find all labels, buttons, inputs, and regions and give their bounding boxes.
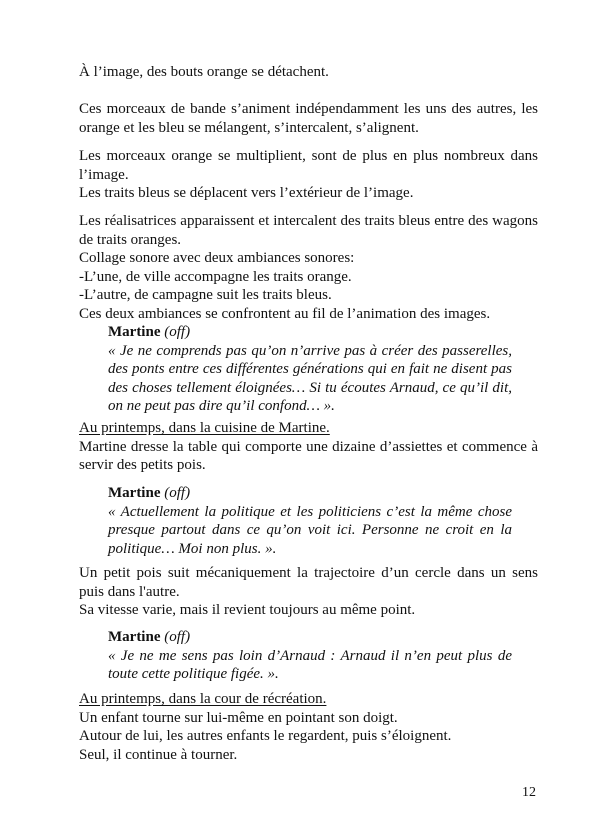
speaker-note: (off) bbox=[164, 485, 191, 501]
dialogue-block-1 bbox=[108, 323, 512, 416]
scene-text: Autour de lui, les autres enfants le regardent, puis s’éloignent. bbox=[79, 728, 452, 744]
scene-playground bbox=[79, 690, 538, 764]
paragraph-text: Les réalisatrices apparaissent et intercalent des traits bleus entre des wagons de traits oranges. bbox=[79, 213, 538, 248]
speaker-note: (off) bbox=[164, 324, 191, 340]
scene-text: Seul, il continue à tourner. bbox=[79, 746, 238, 763]
paragraph-text: Ces deux ambiances se confrontent au fil de l’animation des images. bbox=[79, 305, 491, 322]
paragraph-directors bbox=[79, 212, 538, 323]
paragraph-pea bbox=[79, 564, 538, 620]
paragraph-orange-blue bbox=[79, 147, 538, 203]
dialogue-quote: « Actuellement la politique et les politiciens c’est la même chose presque partout dans ce qu’on voit ici. Personne ne croit en la politique… Moi non plus. ». bbox=[108, 503, 512, 557]
paragraph-text: -L’autre, de campagne suit les traits bleus. bbox=[79, 287, 332, 303]
paragraph-text: Les traits bleus se déplacent vers l’extérieur de l’image. bbox=[79, 185, 414, 201]
paragraph-text: Les morceaux orange se multiplient, sont de plus en plus nombreux dans l’image. bbox=[79, 148, 538, 183]
paragraph-text: Sa vitesse varie, mais il revient toujours au même point. bbox=[79, 602, 416, 618]
scene-text: Un enfant tourne sur lui-même en pointant son doigt. bbox=[79, 709, 398, 726]
speaker-line bbox=[108, 484, 512, 503]
speaker-name: Martine bbox=[108, 324, 161, 340]
dialogue-block-2 bbox=[108, 484, 512, 558]
dialogue-quote: « Je ne comprends pas qu’on n’arrive pas à créer des passerelles, des ponts entre ces différentes générations qui en fait ne disent pas des choses tellement éloignées… Si tu écoutes Arnaud, ce qu’il dit, on ne peut pas dire qu’il confond… ». bbox=[108, 342, 512, 414]
scene-heading: Au printemps, dans la cuisine de Martine. bbox=[79, 420, 330, 436]
speaker-name: Martine bbox=[108, 629, 161, 645]
scene-heading: Au printemps, dans la cour de récréation. bbox=[79, 691, 327, 707]
paragraph-text: Ces morceaux de bande s’animent indépendamment les uns des autres, les orange et les bleu se mélangent, s’intercalent, s’alignent. bbox=[79, 101, 538, 136]
paragraph-text: À l’image, des bouts orange se détachent. bbox=[79, 64, 329, 80]
scene-text: Martine dresse la table qui comporte une dizaine d’assiettes et commence à servir des petits pois. bbox=[79, 438, 538, 473]
dialogue-block-3 bbox=[108, 628, 512, 684]
speaker-note: (off) bbox=[164, 629, 191, 645]
paragraph-text: Collage sonore avec deux ambiances sonores: bbox=[79, 250, 355, 266]
paragraph-text: -L’une, de ville accompagne les traits orange. bbox=[79, 268, 352, 285]
speaker-line bbox=[108, 628, 512, 647]
dialogue-quote: « Je ne me sens pas loin d’Arnaud : Arnaud il n’en peut plus de toute cette politique figée. ». bbox=[108, 647, 512, 682]
speaker-name: Martine bbox=[108, 485, 161, 501]
page-number: 12 bbox=[522, 785, 536, 800]
paragraph-animation bbox=[79, 100, 538, 137]
scene-kitchen bbox=[79, 419, 538, 475]
paragraph-intro bbox=[79, 63, 538, 82]
speaker-line bbox=[108, 323, 512, 342]
paragraph-text: Un petit pois suit mécaniquement la trajectoire d’un cercle dans un sens puis dans l'autre. bbox=[79, 565, 538, 600]
